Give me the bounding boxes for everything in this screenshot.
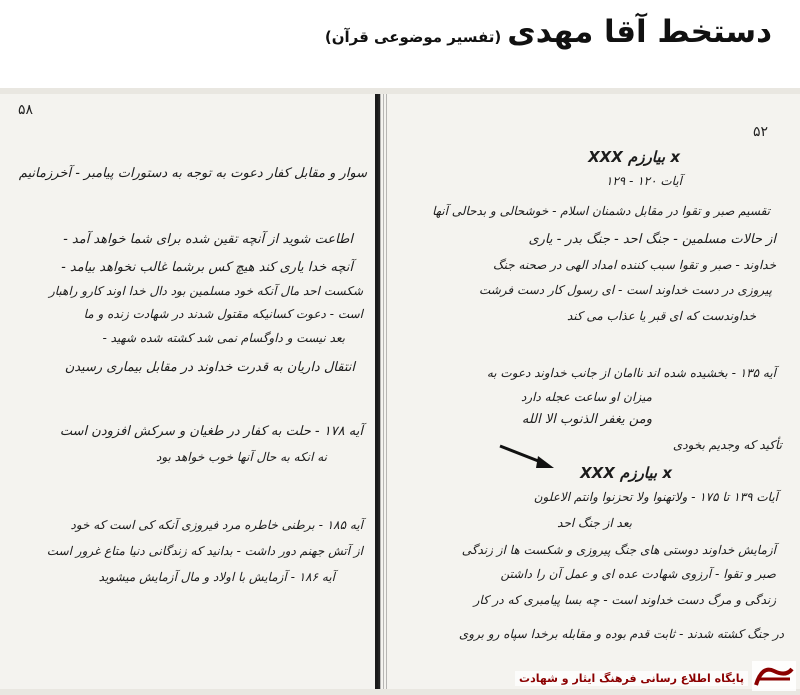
- left-line: آنچه خدا یاری کند هیچ کس برشما غالب نخواهد بیامد -: [61, 260, 353, 275]
- left-line: شکست احد مال آنکه خود مسلمین بود دال خدا اوند کارو راهبار: [48, 284, 363, 298]
- navid-shahed-logo: [752, 661, 796, 691]
- right-line: بعد از جنگ احد: [557, 516, 632, 530]
- left-line: است - دعوت کسانیکه مقتول شدند در شهادت زنده و ما: [83, 307, 363, 321]
- right-line: از حالات مسلمین - جنگ احد - جنگ بدر - یاری: [528, 232, 776, 247]
- right-line: تأکید که وجدیم بخودی: [672, 438, 782, 452]
- watermark-text: پایگاه اطلاع رسانی فرهنگ ایثار و شهادت: [515, 671, 748, 686]
- right-line: در جنگ کشته شدند - ثابت قدم بوده و مقابله برخدا سپاه رو بروی: [458, 627, 784, 641]
- notebook-scan: [0, 88, 800, 695]
- right-line: صبر و تقوا - آرزوی شهادت عده ای و عمل آن را داشتن: [500, 567, 776, 581]
- right-line: x بیارزم XXX: [588, 148, 680, 166]
- left-line: نه انکه به حال آنها خوب خواهد بود: [155, 450, 327, 464]
- left-line: آیه ۱۷۸ - حلت به کفار در طغیان و سرکش افزودن است: [59, 424, 363, 439]
- title-main: دستخط آقا مهدی: [507, 14, 772, 50]
- right-page: [378, 94, 800, 689]
- right-page-number: ۵۲: [752, 124, 768, 140]
- left-line: آیه ۱۸۵ - برطنی خاطره مرد فیروزی آنکه کی است که خود: [70, 518, 363, 532]
- hand-drawn-arrow: [498, 442, 558, 472]
- title-subtitle: (تفسیر موضوعی قرآن): [324, 28, 502, 46]
- page-title: [325, 14, 772, 50]
- right-line: ومن یغفر الذنوب الا الله: [521, 412, 652, 427]
- left-page-number: ۵۸: [18, 102, 34, 118]
- right-line: آیات ۱۲۰ - ۱۲۹: [605, 174, 682, 188]
- right-line: پیروزی در دست خداوند است - ای رسول کار دست فرشت: [478, 283, 772, 297]
- right-line: آزمایش خداوند دوستی های جنگ پیروزی و شکست ها از زندگی: [461, 543, 776, 557]
- right-line: تقسیم صبر و تقوا در مقابل دشمنان اسلام - خوشحالی و بدحالی آنها: [432, 204, 770, 218]
- watermark: [0, 657, 800, 695]
- left-line: اطاعت شوید از آنچه تقین شده برای شما خواهد آمد -: [63, 232, 353, 247]
- left-line: از آتش جهنم دور داشت - بدانید که زندگانی دنیا متاع غرور است: [46, 544, 363, 558]
- left-page: [0, 94, 378, 689]
- left-line: آیه ۱۸۶ - آزمایش با اولاد و مال آزمایش میشوید: [98, 570, 335, 584]
- page-edge-shading: [380, 94, 388, 689]
- right-line: خداوندست که ای قبر یا عذاب می کند: [566, 309, 756, 323]
- left-line: بعد نیست و داوگسام نمی شد کشته شده شهید -: [102, 331, 345, 345]
- left-line: سوار و مقابل کفار دعوت به توجه به دستورات پیامبر - آخرزمانیم: [18, 166, 367, 181]
- header-banner: [0, 0, 800, 88]
- right-line: آیه ۱۳۵ - بخشیده شده اند ناامان از جانب خداوند دعوت به: [486, 366, 776, 380]
- right-line: میزان او ساعت عجله دارد: [521, 390, 652, 404]
- right-line: خداوند - صبر و تقوا سبب کننده امداد الهی در صحنه جنگ: [492, 258, 776, 272]
- right-line: آیات ۱۳۹ تا ۱۷۵ - ولاتهنوا ولا تحزنوا وانتم الاعلون: [533, 490, 778, 504]
- left-line: انتقال داریان به قدرت خداوند در مقابل بیماری رسیدن: [64, 360, 355, 375]
- right-line: زندگی و مرگ دست خداوند است - چه بسا پیامبری که در کار: [473, 593, 776, 607]
- right-line: x بیارزم XXX: [580, 464, 672, 482]
